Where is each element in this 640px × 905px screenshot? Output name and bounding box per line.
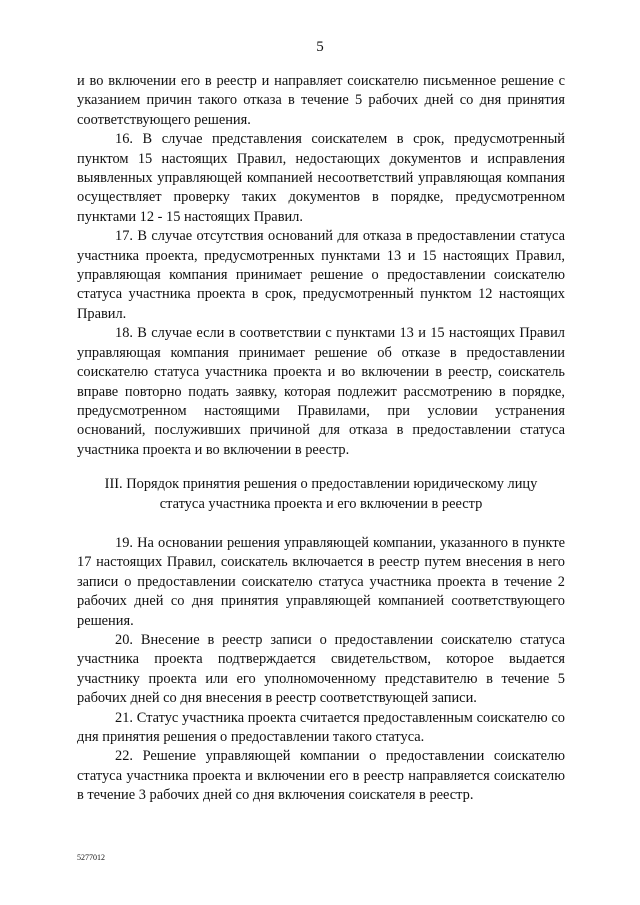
section-heading-line-1: III. Порядок принятия решения о предоставлении юридическому лицу <box>104 476 538 493</box>
paragraph-21: 21. Статус участника проекта считается предоставленным соискателю со дня принятия решения о предоставлении такого статуса. <box>77 709 565 745</box>
paragraph-20: 20. Внесение в реестр записи о предоставлении соискателю статуса участника проекта подтверждается свидетельством, которое выдается участнику проекта или его уполномоченному представителю в течение 5 рабочих дней со дня внесения в реестр соответствующей записи. <box>77 631 565 707</box>
paragraph-22: 22. Решение управляющей компании о предоставлении соискателю статуса участника проекта и включении его в реестр направляется соискателю в течение 3 рабочих дней со дня включения соискателя в реестр. <box>77 748 565 804</box>
paragraph-16: 16. В случае представления соискателем в срок, предусмотренный пунктом 15 настоящих Правил, недостающих документов и исправления выявленных управляющей компанией несоответствий управляющая компания осуществляет проверку таких документов в порядке, предусмотренном пунктами 12 - 15 настоящих Правил. <box>77 131 565 225</box>
page-number: 5 <box>316 39 324 55</box>
paragraph-18: 18. В случае если в соответствии с пунктами 13 и 15 настоящих Правил управляющая компания принимает решение об отказе в предоставлении соискателю статуса участника проекта и во включении в реестр, соискатель вправе повторно подать заявку, которая подлежит рассмотрению в порядке, предусмотренном настоящими Правилами, при условии устранения оснований, послуживших причиной для отказа в предоставлении статуса участника проекта и во включении в реестр. <box>77 325 565 458</box>
section-heading-line-2: статуса участника проекта и его включении в реестр <box>159 495 483 512</box>
section-heading <box>77 475 565 514</box>
document-body <box>77 72 565 806</box>
paragraph-19: 19. На основании решения управляющей компании, указанного в пункте 17 настоящих Правил, соискатель включается в реестр путем внесения в него записи о предоставлении соискателю статуса участника проекта в течение 2 рабочих дней со дня принятия управляющей компанией соответствующего решения. <box>77 534 565 629</box>
paragraph-continuation: и во включении его в реестр и направляет соискателю письменное решение с указанием причин такого отказа в течение 5 рабочих дней со дня принятия соответствующего решения. <box>77 73 565 128</box>
footer-document-code: 5277012 <box>77 853 105 862</box>
paragraph-17: 17. В случае отсутствия оснований для отказа в предоставлении статуса участника проекта, предусмотренных пунктами 13 и 15 настоящих Правил, управляющая компания принимает решение о предоставлении соискателю статуса участника проекта в срок, предусмотренный пунктом 12 настоящих Правил. <box>77 228 565 322</box>
